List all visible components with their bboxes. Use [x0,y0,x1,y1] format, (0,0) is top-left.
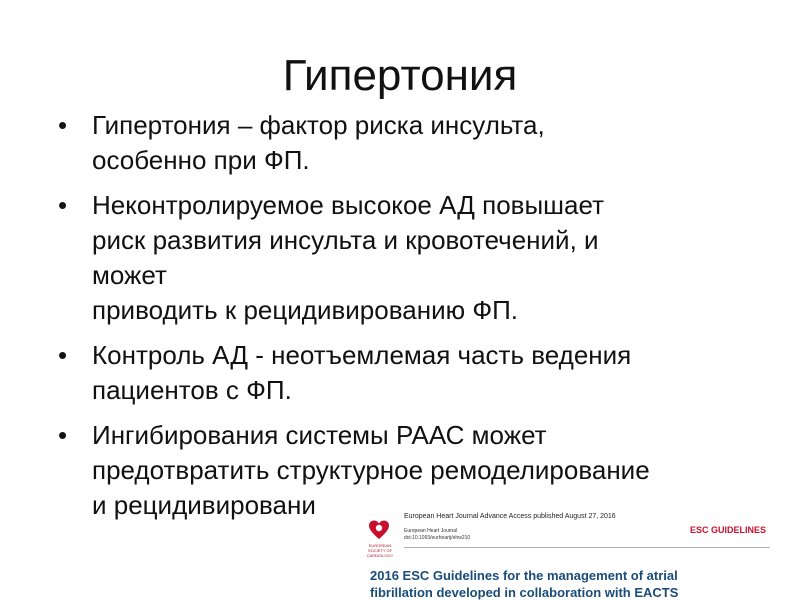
headline-line: fibrillation developed in collaboration with EACTS [370,585,679,600]
journal-line: European Heart Journal [404,528,458,534]
divider [404,547,770,548]
bullet-line: может [92,260,167,290]
slide-title: Гипертония [282,51,518,100]
guidelines-headline [370,567,770,600]
headline-line: 2016 ESC Guidelines for the management of atrial [370,568,678,583]
bullet-dot-icon: • [58,110,68,140]
bullet-line: Контроль АД - неотъемлемая часть ведения [92,340,632,370]
bullet-dot-icon: • [58,420,68,450]
bullet-item [58,338,778,408]
bullet-line: Неконтролируемое высокое АД повышает [92,190,604,220]
esc-guidelines-inset [360,509,780,600]
bullet-line: и рецидивировани [92,490,316,520]
esc-guidelines-label: ESC GUIDELINES [689,525,766,535]
bullet-list [58,108,778,533]
bullet-line: пациентов с ФП. [92,375,292,405]
esc-logo-caption: EUROPEAN SOCIETY OF CARDIOLOGY [366,543,394,558]
bullet-line: риск развития инсульта и кровотечений, и [92,225,599,255]
bullet-item [58,418,778,523]
bullet-item [58,108,778,178]
publication-line: European Heart Journal Advance Access published August 27, 2016 [404,513,616,520]
journal-info [404,528,470,542]
bullet-line: приводить к рецидивированию ФП. [92,295,518,325]
journal-line: doi:10.1093/eurheartj/ehw210 [404,535,471,541]
bullet-dot-icon: • [58,340,68,370]
bullet-line: предотвратить структурное ремоделирование [92,455,650,485]
esc-heart-logo-icon [368,519,390,541]
bullet-item [58,188,778,328]
bullet-line: Гипертония – фактор риска инсульта, [92,110,545,140]
bullet-line: особенно при ФП. [92,145,310,175]
bullet-line: Ингибирования системы РААС может [92,420,547,450]
bullet-dot-icon: • [58,190,68,220]
